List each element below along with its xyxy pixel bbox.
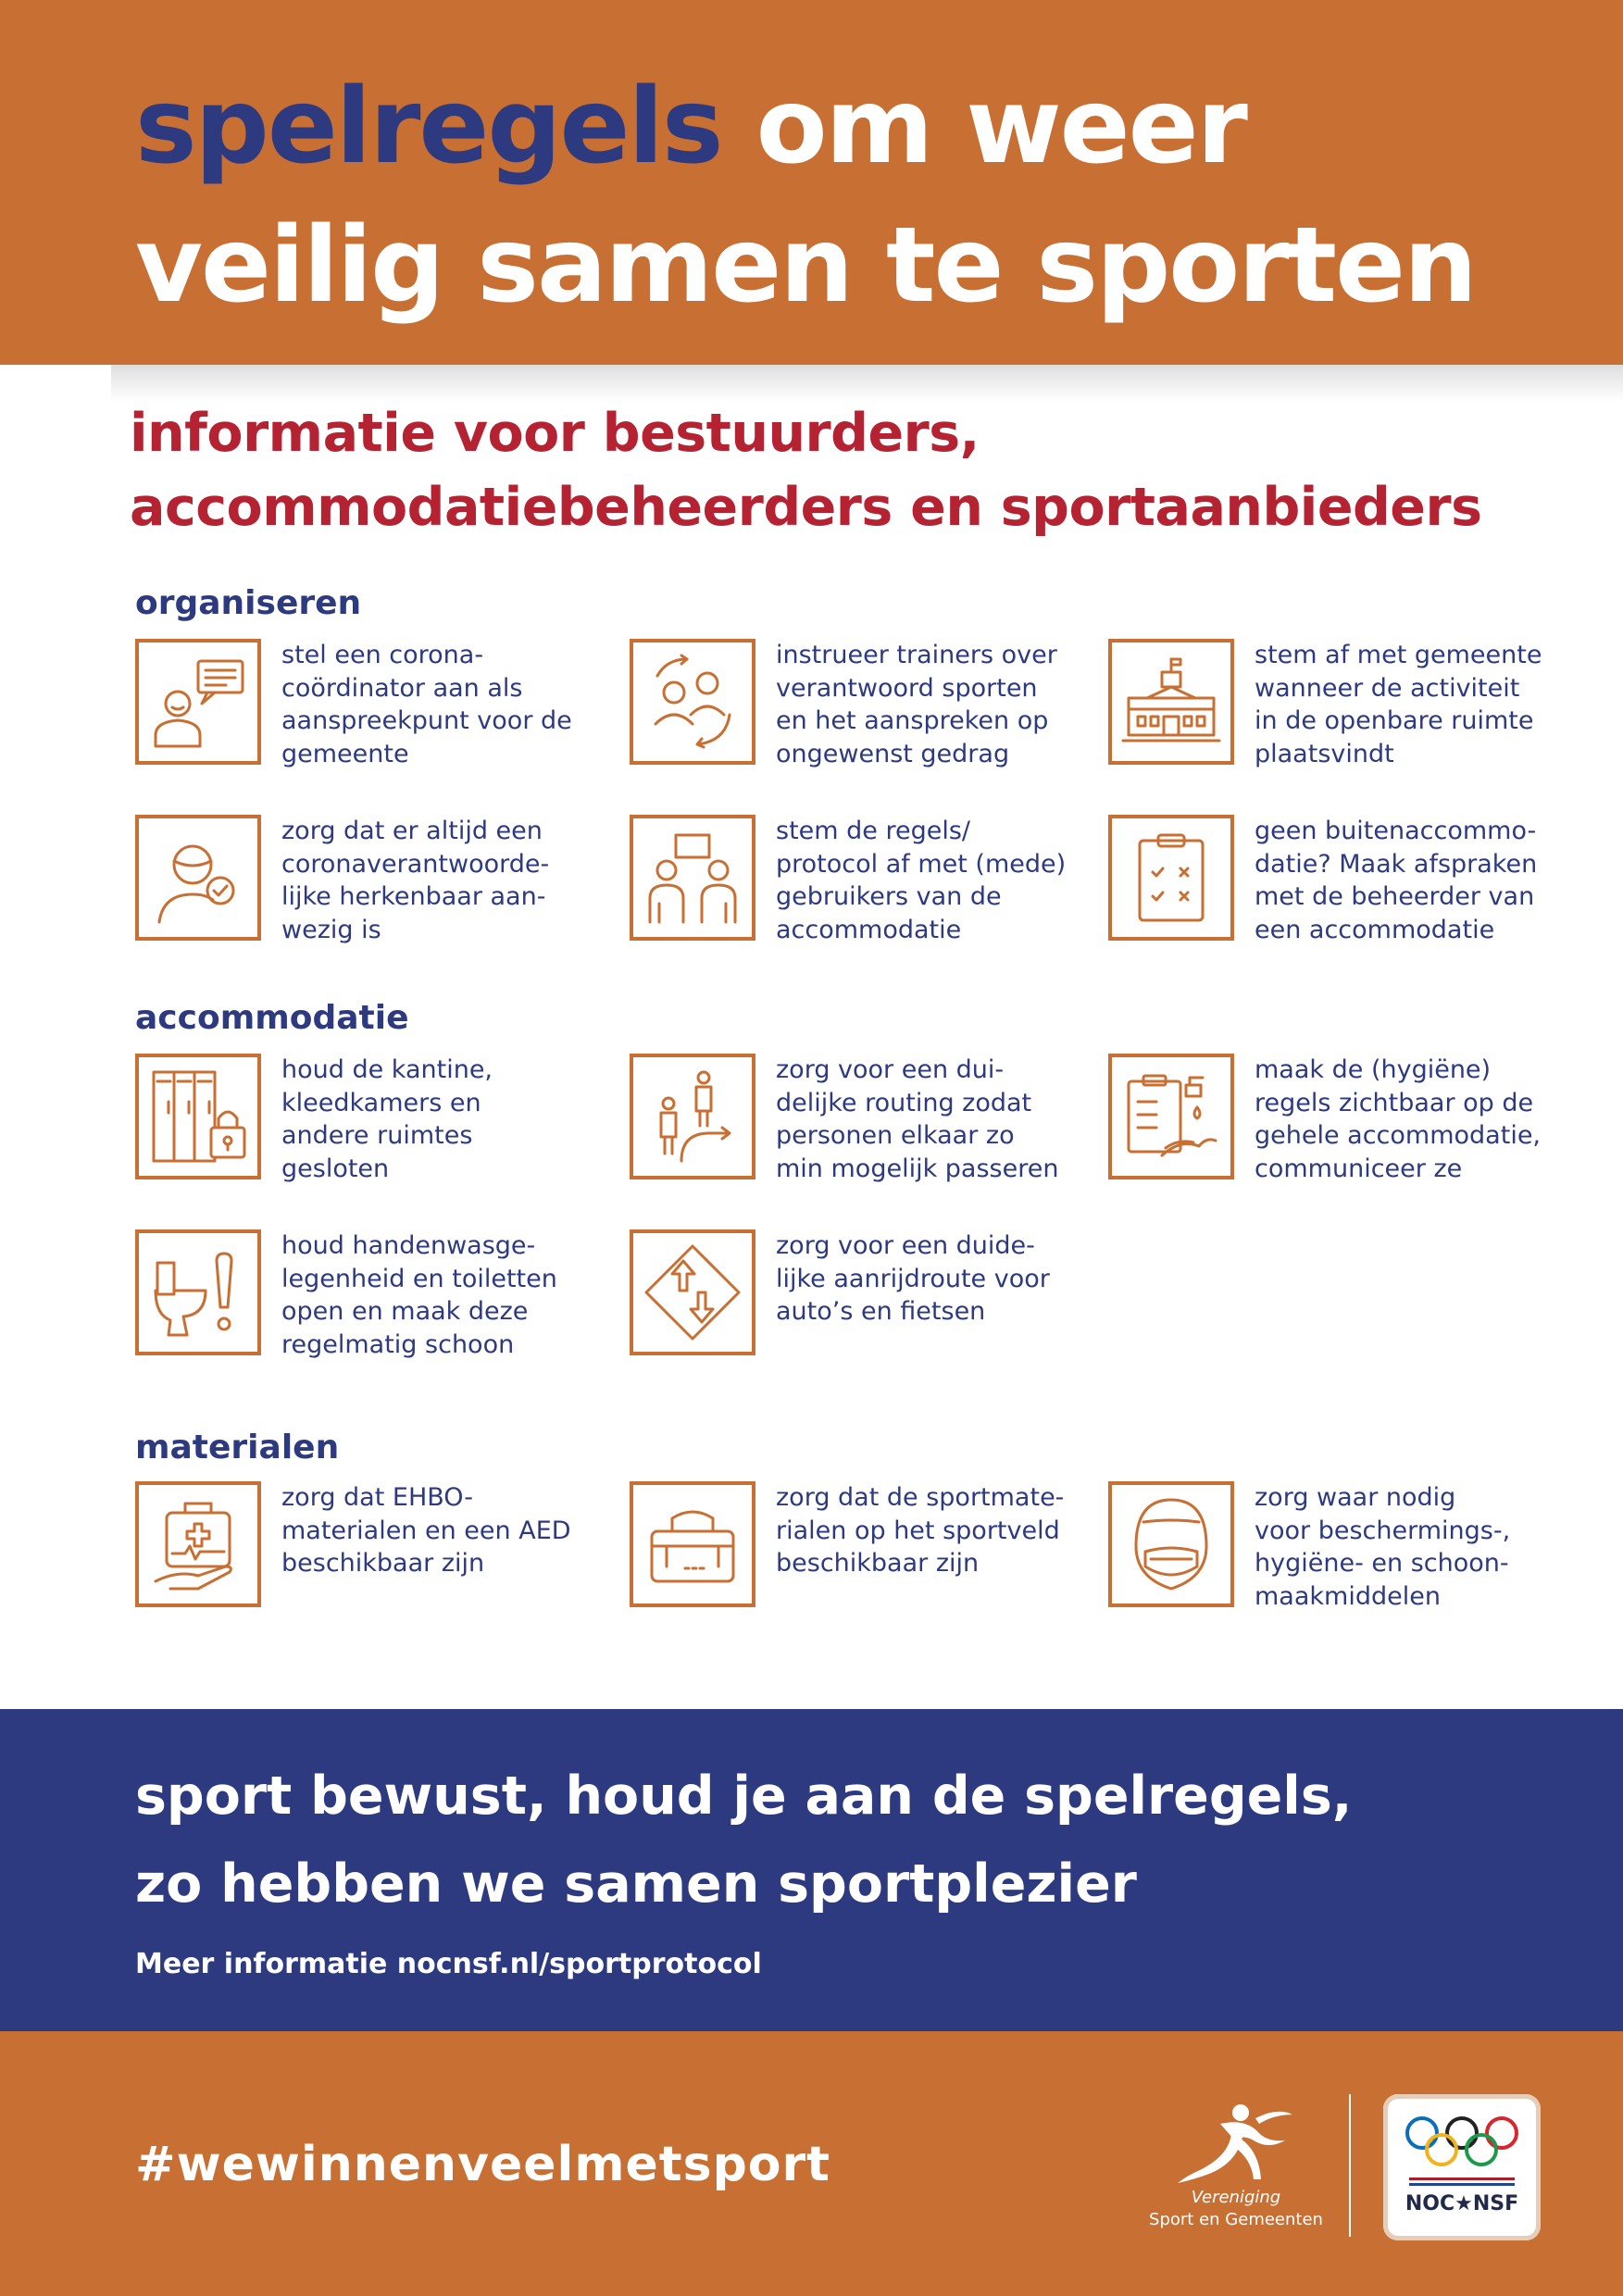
item-toilets xyxy=(135,1229,617,1365)
item-municipality xyxy=(1108,639,1590,774)
item-text: houd de kantine, kleedkamers en andere ruimtes gesloten xyxy=(281,1055,493,1183)
item-protective-materials xyxy=(1108,1481,1590,1616)
toilet-warning-icon xyxy=(135,1229,261,1355)
town-hall-icon xyxy=(1108,639,1234,765)
item-instruct-trainers xyxy=(630,639,1111,774)
item-coordinate-rules xyxy=(630,815,1111,950)
meeting-board-icon xyxy=(630,815,755,941)
title-line2: veilig samen te sporten xyxy=(135,206,1476,326)
vsg-line1: Vereniging xyxy=(1191,2188,1281,2207)
item-outdoor-agreements xyxy=(1108,815,1590,950)
sports-bag-icon xyxy=(630,1481,755,1607)
item-hygiene-rules xyxy=(1108,1054,1590,1189)
cta-slogan: sport bewust, houd je aan de spelregels, zo hebben we samen sportplezier xyxy=(135,1766,1353,1915)
title-rest: om weer xyxy=(721,67,1246,187)
noc-nsf-logo xyxy=(1383,2094,1541,2240)
vsg-logo xyxy=(1148,2102,1324,2240)
item-text: zorg dat EHBO- materialen en een AED beschikbaar zijn xyxy=(281,1483,571,1578)
item-text: zorg dat er altijd een coronaverantwoorde- lijke herkenbaar aan- wezig is xyxy=(281,817,550,944)
road-sign-arrows-icon xyxy=(630,1229,755,1355)
item-text: stem de regels/ protocol af met (mede) gebruikers van de accommodatie xyxy=(776,817,1067,944)
coordinator-speech-icon xyxy=(135,639,261,765)
trainers-exchange-icon xyxy=(630,639,755,765)
item-text: stel een corona- coördinator aan als aanspreekpunt voor de gemeente xyxy=(281,641,572,768)
item-corona-responsible xyxy=(135,815,617,950)
hygiene-rules-icon xyxy=(1108,1054,1234,1179)
subtitle xyxy=(130,396,1482,544)
person-check-icon xyxy=(135,815,261,941)
item-text: stem af met gemeente wanneer de activiteit in de openbare ruimte plaatsvindt xyxy=(1255,641,1542,768)
hashtag: #wewinnenveelmetsport xyxy=(135,2137,831,2192)
face-mask-icon xyxy=(1108,1481,1234,1607)
item-sports-materials xyxy=(630,1481,1111,1616)
page-title xyxy=(135,57,1476,335)
vsg-runner-icon xyxy=(1176,2102,1296,2185)
item-first-aid xyxy=(135,1481,617,1616)
clipboard-checklist-icon xyxy=(1108,815,1234,941)
item-text: instrueer trainers over verantwoord sporten en het aanspreken op ongewenst gedrag xyxy=(776,641,1057,768)
noc-label: NOC★NSF xyxy=(1405,2192,1519,2215)
subtitle-line2: accommodatiebeheerders en sportaanbieders xyxy=(130,477,1482,538)
olympic-rings-icon xyxy=(1402,2115,1522,2172)
section-heading-materialen: materialen xyxy=(135,1429,340,1466)
locker-lock-icon xyxy=(135,1054,261,1179)
item-text: zorg waar nodig voor beschermings-, hygiëne- en schoon- maakmiddelen xyxy=(1255,1483,1511,1611)
item-access-route xyxy=(630,1229,1111,1365)
first-aid-kit-icon xyxy=(135,1481,261,1607)
section-heading-organiseren: organiseren xyxy=(135,584,362,622)
footer-divider xyxy=(1349,2094,1351,2237)
item-routing xyxy=(630,1054,1111,1189)
item-close-spaces xyxy=(135,1054,617,1189)
vsg-line2: Sport en Gemeenten xyxy=(1149,2210,1323,2229)
item-text: zorg dat de sportmate- rialen op het sportveld beschikbaar zijn xyxy=(776,1483,1065,1578)
item-text: maak de (hygiëne) regels zichtbaar op de gehele accommodatie, communiceer ze xyxy=(1255,1055,1542,1183)
subtitle-line1: informatie voor bestuurders, xyxy=(130,403,980,464)
more-info-link[interactable]: Meer informatie nocnsf.nl/sportprotocol xyxy=(135,1948,762,1980)
item-text: houd handenwasge- legenheid en toiletten open en maak deze regelmatig schoon xyxy=(281,1231,557,1359)
section-heading-accommodatie: accommodatie xyxy=(135,999,409,1037)
item-text: zorg voor een duide- lijke aanrijdroute voor auto’s en fietsen xyxy=(776,1231,1050,1326)
item-corona-coordinator xyxy=(135,639,617,774)
dutch-flag-stripes xyxy=(1409,2177,1515,2187)
title-highlight: spelregels xyxy=(135,67,722,187)
item-text: geen buitenaccommo- datie? Maak afspraken met de beheerder van een accommodatie xyxy=(1255,817,1538,944)
routing-people-icon xyxy=(630,1054,755,1179)
item-text: zorg voor een dui- delijke routing zodat personen elkaar zo min mogelijk passeren xyxy=(776,1055,1059,1183)
